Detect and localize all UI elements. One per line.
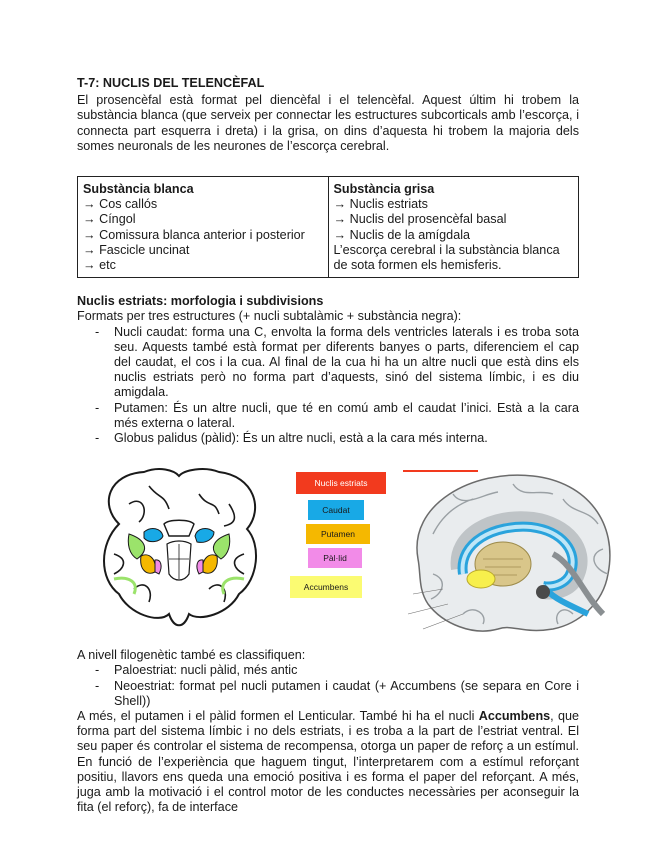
intro-paragraph: El prosencèfal està format pel diencèfal i el telencèfal. Aquest últim hi trobem la substància blanca (que serveix per connectar les estructures subcorticals amb l’escorça, i connecta part esquerra i dreta) i la grisa, on dins d’aquesta hi trobem la majoria dels somes neuronals de les neurones de l’escorça cerebral. [77,93,579,153]
list-item: - Paloestriat: nucli pàlid, més antic [114,663,579,678]
grey-matter-item: → Nuclis de la amígdala [333,227,470,242]
white-matter-item: → etc [83,258,116,273]
grey-matter-item: → Nuclis estriats [333,197,428,212]
section-intro: Formats per tres estructures (+ nucli subtalàmic + substància negra): [77,309,462,324]
accumbens-text-before: A més, el putamen i el pàlid formen el Lenticular. També hi ha el nucli [77,709,479,724]
coronal-brain-image [89,464,269,639]
white-matter-item: → Cíngol [83,212,136,227]
white-matter-cell [78,177,329,278]
grey-matter-note: L’escorça cerebral i la substància blanca de sota formen els hemisferis. [333,242,560,273]
substance-table [77,176,579,278]
accumbens-paragraph [77,709,579,815]
white-matter-item: → Cos callós [83,197,158,212]
grey-matter-cell [328,177,579,278]
grey-matter-item: → Nuclis del prosencèfal basal [333,212,507,227]
legend-item-accumbens: Accumbens [290,576,362,598]
accumbens-text-after: , que forma part del sistema límbic i no dels estriats, i es troba a la part de l’estriat ventral. El seu paper és controlar el sistema de recompensa, otorga un paper de reforç a un estímul. En funció de l’experiència que haguem tingut, l’interpretarem com a estímul reforçant positiu, llavors ens queda una emoció positiva i es forma el paper del reforçant. A més, juga amb la motivació i el control motor de les conductes necessàries per aconseguir la fita (el reforç), fa de interface [77,709,580,815]
section-title: Nuclis estriats: morfologia i subdivisions [77,294,324,309]
accumbens-term: Accumbens [478,709,551,724]
document-title: T-7: NUCLIS DEL TELENCÈFAL [77,76,265,90]
document-page [77,76,579,816]
legend-item-pallid: Pàl·lid [308,548,362,568]
color-legend [296,472,396,598]
legend-item-caudat: Caudat [308,500,364,520]
white-matter-header: Substància blanca [83,182,194,197]
list-item: - Neoestriat: format pel nucli putamen i caudat (+ Accumbens (se separa en Core i Shell)) [114,679,579,709]
phylogenetic-list [77,663,579,709]
grey-matter-header: Substància grisa [333,182,435,197]
striate-list [77,325,579,447]
list-item: - Globus palidus (pàlid): És un altre nucli, està a la cara més interna. [114,431,579,446]
figure-row [89,464,579,644]
list-item: - Nucli caudat: forma una C, envolta la forma dels ventricles laterals i es troba sota seu. Aquests també està format per diferents banyes o parts, diferenciem el cap del caudat, el cos i la cua. Al final de la cua hi ha un altre nucli que està dins els nuclis estriats però no forma part d’aquests, sinó del sistema límbic, i es diu amigdala. [114,325,579,401]
section2-intro: A nivell filogenètic també es classifiquen: [77,648,306,663]
legend-item-putamen: Putamen [306,524,370,544]
white-matter-item: → Comissura blanca anterior i posterior [83,227,305,242]
white-matter-item: → Fascicle uncinat [83,242,190,257]
list-item: - Putamen: És un altre nucli, que té en comú amb el caudat l’inici. Està a la cara més externa o lateral. [114,401,579,431]
sagittal-brain-image [403,464,623,642]
legend-item-nuclis-estriats: Nuclis estriats [296,472,386,494]
